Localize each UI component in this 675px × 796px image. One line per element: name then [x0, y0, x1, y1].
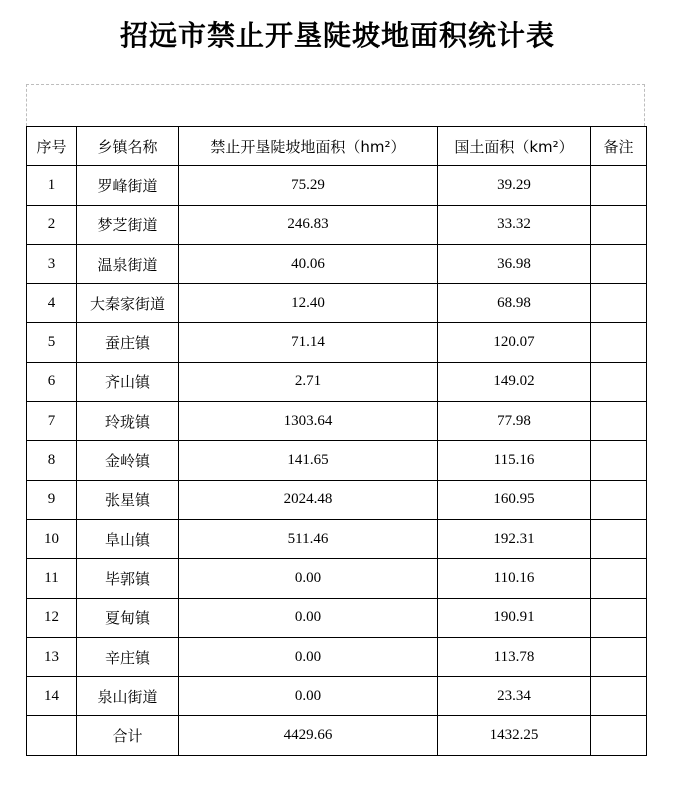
table-row	[27, 244, 647, 283]
row-note-cell	[591, 480, 647, 519]
row-note-cell	[591, 166, 647, 205]
row-slope-area-cell: 0.00	[179, 598, 438, 637]
row-land-area-cell: 23.34	[438, 677, 591, 716]
row-town-name-cell: 罗峰街道	[77, 166, 179, 205]
row-no-cell: 1	[27, 166, 77, 205]
row-note-cell	[591, 323, 647, 362]
table-row	[27, 441, 647, 480]
row-note-cell	[591, 284, 647, 323]
row-town-name-cell: 辛庄镇	[77, 637, 179, 676]
row-land-area-cell: 120.07	[438, 323, 591, 362]
row-no-cell: 4	[27, 284, 77, 323]
row-note-cell	[591, 559, 647, 598]
total-note-cell	[591, 716, 647, 755]
row-town-name-cell: 玲珑镇	[77, 402, 179, 441]
total-land-area: 1432.25	[438, 716, 591, 755]
row-note-cell	[591, 637, 647, 676]
row-note-cell	[591, 362, 647, 401]
row-no-cell: 12	[27, 598, 77, 637]
row-slope-area-cell: 0.00	[179, 677, 438, 716]
table-row	[27, 480, 647, 519]
row-slope-area-cell: 40.06	[179, 244, 438, 283]
total-label: 合计	[77, 716, 179, 755]
row-slope-area-cell: 511.46	[179, 519, 438, 558]
table-body	[27, 166, 647, 716]
row-slope-area-cell: 71.14	[179, 323, 438, 362]
row-note-cell	[591, 441, 647, 480]
row-town-name-cell: 阜山镇	[77, 519, 179, 558]
row-slope-area-cell: 246.83	[179, 205, 438, 244]
table-row	[27, 284, 647, 323]
page-title: 招远市禁止开垦陡坡地面积统计表	[119, 19, 555, 52]
statistics-table	[26, 126, 647, 756]
row-no-cell: 11	[27, 559, 77, 598]
row-no-cell: 6	[27, 362, 77, 401]
blank-header-band	[26, 84, 645, 126]
row-no-cell: 13	[27, 637, 77, 676]
row-slope-area-cell: 75.29	[179, 166, 438, 205]
row-no-cell: 2	[27, 205, 77, 244]
row-land-area-cell: 39.29	[438, 166, 591, 205]
row-land-area-cell: 113.78	[438, 637, 591, 676]
row-land-area-cell: 190.91	[438, 598, 591, 637]
total-empty-cell	[27, 716, 77, 755]
total-slope-area: 4429.66	[179, 716, 438, 755]
row-town-name-cell: 大秦家街道	[77, 284, 179, 323]
row-slope-area-cell: 141.65	[179, 441, 438, 480]
row-land-area-cell: 192.31	[438, 519, 591, 558]
row-land-area-cell: 115.16	[438, 441, 591, 480]
header-cell-note: 备注	[591, 127, 647, 166]
table-row	[27, 637, 647, 676]
row-slope-area-cell: 1303.64	[179, 402, 438, 441]
table-row	[27, 323, 647, 362]
row-land-area-cell: 110.16	[438, 559, 591, 598]
row-no-cell: 9	[27, 480, 77, 519]
row-town-name-cell: 蚕庄镇	[77, 323, 179, 362]
row-slope-area-cell: 2.71	[179, 362, 438, 401]
row-town-name-cell: 泉山街道	[77, 677, 179, 716]
row-note-cell	[591, 402, 647, 441]
row-land-area-cell: 160.95	[438, 480, 591, 519]
table-row	[27, 205, 647, 244]
table-row	[27, 598, 647, 637]
row-no-cell: 5	[27, 323, 77, 362]
row-slope-area-cell: 0.00	[179, 637, 438, 676]
table-row	[27, 559, 647, 598]
table-row	[27, 519, 647, 558]
header-cell-slope-area: 禁止开垦陡坡地面积（hm²）	[179, 127, 438, 166]
row-town-name-cell: 金岭镇	[77, 441, 179, 480]
header-cell-land-area: 国土面积（km²）	[438, 127, 591, 166]
row-note-cell	[591, 519, 647, 558]
row-land-area-cell: 68.98	[438, 284, 591, 323]
row-note-cell	[591, 598, 647, 637]
row-note-cell	[591, 244, 647, 283]
table-row	[27, 677, 647, 716]
header-cell-no: 序号	[27, 127, 77, 166]
table-row	[27, 166, 647, 205]
row-town-name-cell: 齐山镇	[77, 362, 179, 401]
row-town-name-cell: 张星镇	[77, 480, 179, 519]
row-town-name-cell: 夏甸镇	[77, 598, 179, 637]
row-land-area-cell: 36.98	[438, 244, 591, 283]
row-no-cell: 14	[27, 677, 77, 716]
row-slope-area-cell: 2024.48	[179, 480, 438, 519]
row-note-cell	[591, 677, 647, 716]
row-land-area-cell: 77.98	[438, 402, 591, 441]
row-town-name-cell: 毕郭镇	[77, 559, 179, 598]
row-no-cell: 10	[27, 519, 77, 558]
row-town-name-cell: 温泉街道	[77, 244, 179, 283]
row-no-cell: 8	[27, 441, 77, 480]
row-land-area-cell: 149.02	[438, 362, 591, 401]
row-town-name-cell: 梦芝街道	[77, 205, 179, 244]
row-slope-area-cell: 0.00	[179, 559, 438, 598]
header-row	[27, 127, 647, 166]
row-no-cell: 3	[27, 244, 77, 283]
row-slope-area-cell: 12.40	[179, 284, 438, 323]
table-row	[27, 402, 647, 441]
total-row	[27, 716, 647, 755]
row-land-area-cell: 33.32	[438, 205, 591, 244]
table-row	[27, 362, 647, 401]
row-no-cell: 7	[27, 402, 77, 441]
header-cell-town: 乡镇名称	[77, 127, 179, 166]
row-note-cell	[591, 205, 647, 244]
